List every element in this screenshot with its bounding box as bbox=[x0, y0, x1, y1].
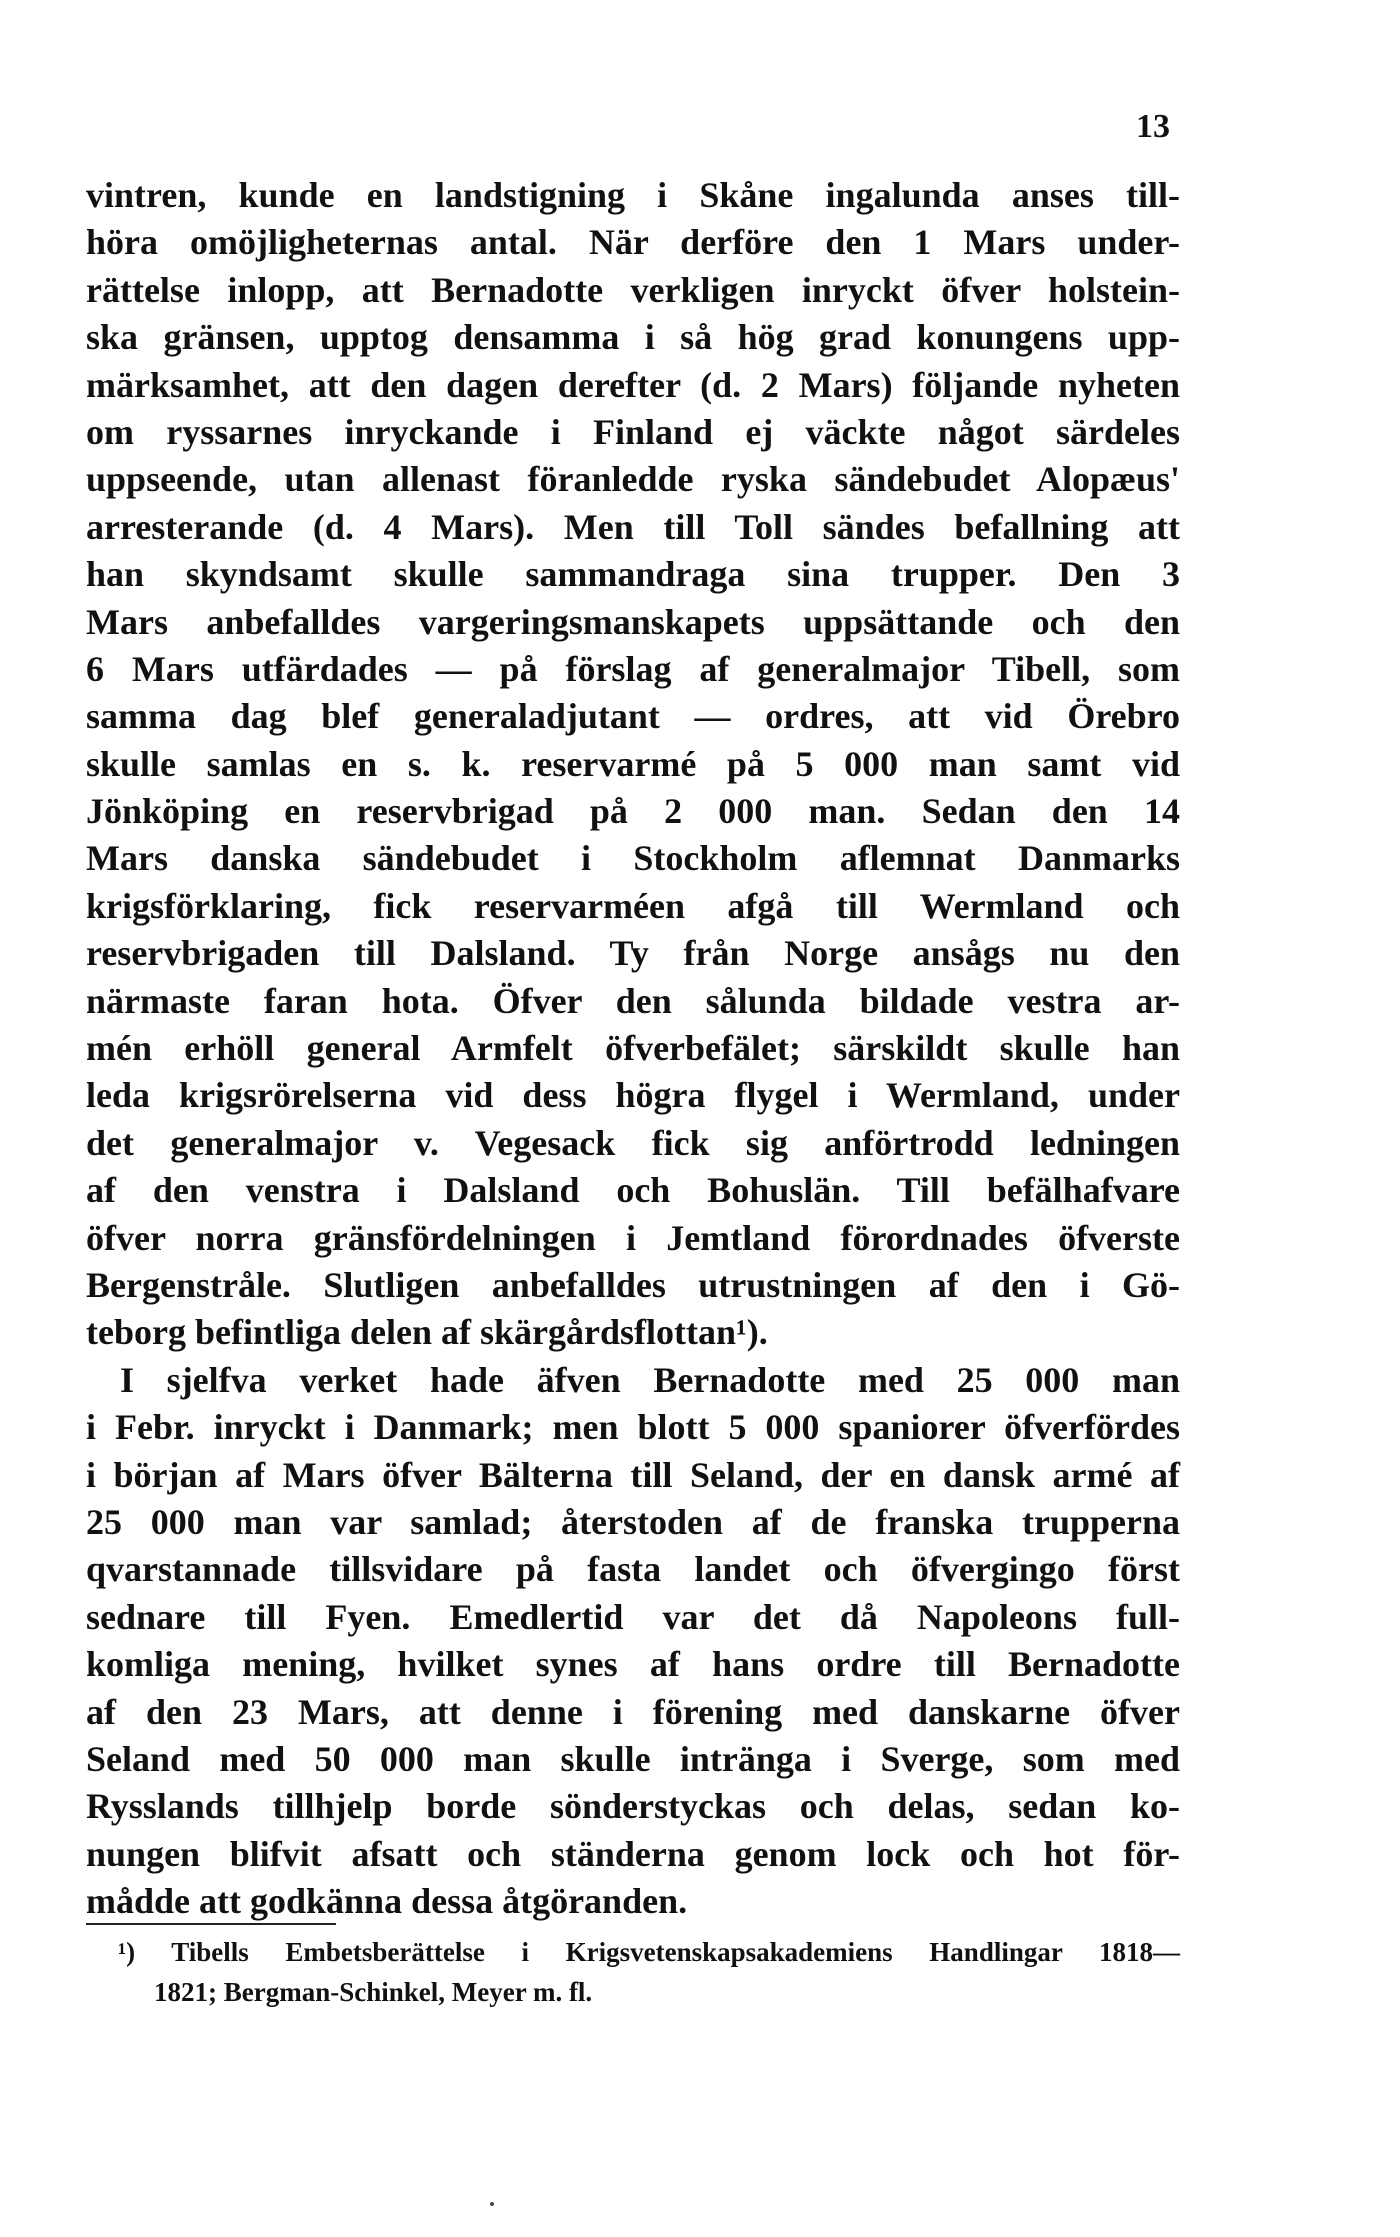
text-line: ska gränsen, upptog densamma i så hög grad konungens upp- bbox=[86, 317, 1180, 358]
page-number: 13 bbox=[1136, 108, 1170, 145]
text-line: krigsförklaring, fick reservarméen afgå till Wermland och bbox=[86, 885, 1180, 926]
text-line: närmaste faran hota. Öfver den sålunda bildade vestra ar- bbox=[86, 980, 1180, 1021]
body-text bbox=[86, 172, 1180, 1925]
text-line: teborg befintliga delen af skärgårdsflottan¹). bbox=[86, 1312, 768, 1353]
text-line: han skyndsamt skulle sammandraga sina trupper. Den 3 bbox=[86, 554, 1180, 595]
text-line: af den 23 Mars, att denne i förening med danskarne öfver bbox=[86, 1691, 1180, 1732]
footnote-line: ¹) Tibells Embetsberättelse i Krigsvetenskapsakademiens Handlingar 1818— bbox=[118, 1937, 1180, 1967]
text-line: mén erhöll general Armfelt öfverbefälet; särskildt skulle han bbox=[86, 1028, 1180, 1069]
text-line: i början af Mars öfver Bälterna till Seland, der en dansk armé af bbox=[86, 1454, 1180, 1495]
print-speck bbox=[490, 2202, 494, 2206]
text-line: samma dag blef generaladjutant — ordres, att vid Örebro bbox=[86, 696, 1180, 737]
text-line: i Febr. inryckt i Danmark; men blott 5 000 spaniorer öfverfördes bbox=[86, 1407, 1180, 1448]
text-line: mådde att godkänna dessa åtgöranden. bbox=[86, 1881, 688, 1922]
text-line: I sjelfva verket hade äfven Bernadotte med 25 000 man bbox=[120, 1359, 1180, 1400]
text-line: höra omöjligheternas antal. När derföre den 1 Mars under- bbox=[86, 222, 1180, 263]
text-line: 25 000 man var samlad; återstoden af de franska trupperna bbox=[86, 1501, 1180, 1542]
text-line: om ryssarnes inryckande i Finland ej väckte något särdeles bbox=[86, 411, 1180, 452]
text-line: det generalmajor v. Vegesack fick sig anförtrodd ledningen bbox=[86, 1122, 1180, 1163]
text-line: Bergenstråle. Slutligen anbefalldes utrustningen af den i Gö- bbox=[86, 1264, 1180, 1305]
text-line: komliga mening, hvilket synes af hans ordre till Bernadotte bbox=[86, 1644, 1180, 1685]
text-line: Mars anbefalldes vargeringsmanskapets uppsättande och den bbox=[86, 601, 1180, 642]
text-line: märksamhet, att den dagen derefter (d. 2 Mars) följande nyheten bbox=[86, 364, 1180, 405]
text-line: Rysslands tillhjelp borde sönderstyckas och delas, sedan ko- bbox=[86, 1786, 1180, 1827]
text-line: sednare till Fyen. Emedlertid var det då Napoleons full- bbox=[86, 1596, 1180, 1637]
text-line: rättelse inlopp, att Bernadotte verkligen inryckt öfver holstein- bbox=[86, 269, 1180, 310]
text-line: af den venstra i Dalsland och Bohuslän. Till befälhafvare bbox=[86, 1170, 1180, 1211]
text-line: nungen blifvit afsatt och ständerna genom lock och hot för- bbox=[86, 1833, 1180, 1874]
text-line: skulle samlas en s. k. reservarmé på 5 000 man samt vid bbox=[86, 743, 1180, 784]
footnote bbox=[118, 1932, 1180, 2012]
text-line: Jönköping en reservbrigad på 2 000 man. Sedan den 14 bbox=[86, 791, 1180, 832]
text-line: 6 Mars utfärdades — på förslag af generalmajor Tibell, som bbox=[86, 648, 1180, 689]
footnote-divider bbox=[86, 1923, 336, 1925]
footnote-line: 1821; Bergman-Schinkel, Meyer m. fl. bbox=[154, 1977, 593, 2007]
text-line: reservbrigaden till Dalsland. Ty från Norge ansågs nu den bbox=[86, 933, 1180, 974]
text-line: Mars danska sändebudet i Stockholm aflemnat Danmarks bbox=[86, 838, 1180, 879]
text-line: vintren, kunde en landstigning i Skåne ingalunda anses till- bbox=[86, 175, 1180, 215]
text-line: qvarstannade tillsvidare på fasta landet och öfvergingo först bbox=[86, 1549, 1180, 1590]
text-line: arresterande (d. 4 Mars). Men till Toll sändes befallning att bbox=[86, 506, 1180, 547]
text-line: öfver norra gränsfördelningen i Jemtland förordnades öfverste bbox=[86, 1217, 1180, 1258]
text-line: leda krigsrörelserna vid dess högra flygel i Wermland, under bbox=[86, 1075, 1180, 1116]
text-line: uppseende, utan allenast föranledde ryska sändebudet Alopæus' bbox=[86, 459, 1180, 500]
text-line: Seland med 50 000 man skulle intränga i Sverge, som med bbox=[86, 1738, 1180, 1779]
